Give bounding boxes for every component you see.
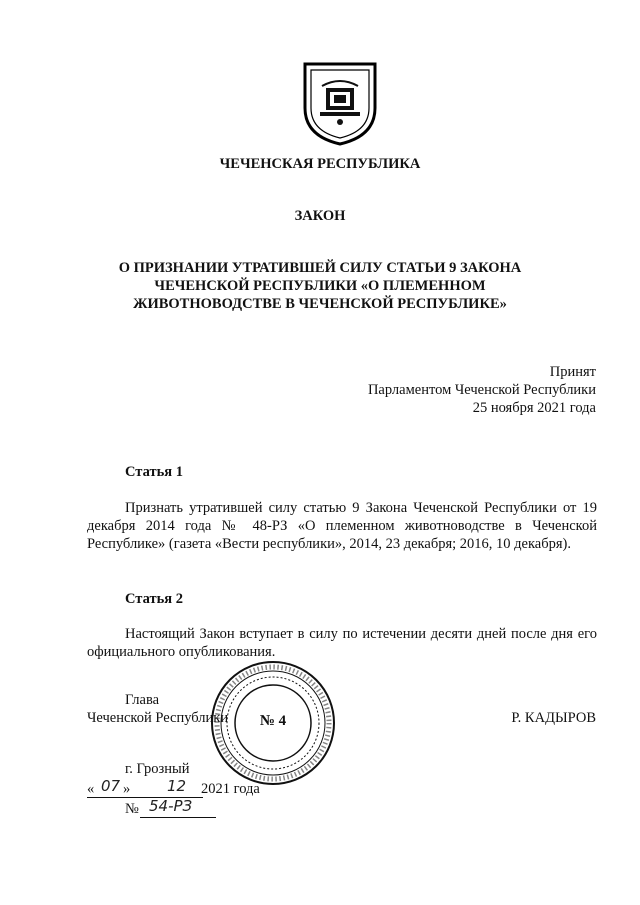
date-year: 2021 года	[201, 781, 260, 797]
article-2-heading: Статья 2	[125, 591, 183, 607]
adoption-label: Принят	[549, 364, 596, 380]
stamp-number: № 4	[259, 713, 287, 729]
signature-role-republic: Чеченской Республики	[87, 710, 229, 726]
law-number-prefix: №	[125, 801, 139, 817]
adoption-date: 25 ноября 2021 года	[472, 400, 596, 416]
law-title-line: О ПРИЗНАНИИ УТРАТИВШЕЙ СИЛУ СТАТЬИ 9 ЗАКОНА	[118, 260, 522, 276]
law-title-line: ЧЕЧЕНСКОЙ РЕСПУБЛИКИ «О ПЛЕМЕННОМ	[154, 278, 486, 294]
date-day-handwritten: 07	[101, 777, 121, 795]
adoption-body: Парламентом Чеченской Республики	[367, 382, 596, 398]
republic-heading: ЧЕЧЕНСКАЯ РЕСПУБЛИКА	[219, 156, 421, 172]
article-1-text: Признать утратившей силу статью 9 Закона Чеченской Республики от 19 декабря 2014 года № 48-РЗ «О племенном животноводстве в Чеченской Республике» (газета «Вести республики», 2014, 23 декабря; 2016, 10 декабря).	[87, 500, 597, 552]
coat-of-arms-emblem	[300, 58, 380, 148]
law-title	[0, 259, 640, 313]
article-2-text: Настоящий Закон вступает в силу по истечении десяти дней после дня его официального опубликования.	[87, 626, 597, 660]
city-label: г. Грозный	[125, 761, 190, 777]
document-type-heading: ЗАКОН	[294, 208, 346, 224]
signature-name: Р. КАДЫРОВ	[511, 710, 596, 726]
date-month-handwritten: 12	[167, 777, 187, 795]
signature-role-label: Глава	[125, 692, 160, 708]
date-open-quote: «	[87, 781, 95, 797]
article-1-heading: Статья 1	[125, 464, 183, 480]
adoption-block	[368, 363, 596, 417]
law-number-handwritten: 54-РЗ	[149, 797, 193, 815]
law-number-underline	[140, 817, 216, 818]
law-title-line: ЖИВОТНОВОДСТВЕ В ЧЕЧЕНСКОЙ РЕСПУБЛИКЕ»	[133, 296, 507, 312]
date-close-quote: »	[123, 781, 131, 797]
official-seal-stamp	[210, 660, 336, 786]
